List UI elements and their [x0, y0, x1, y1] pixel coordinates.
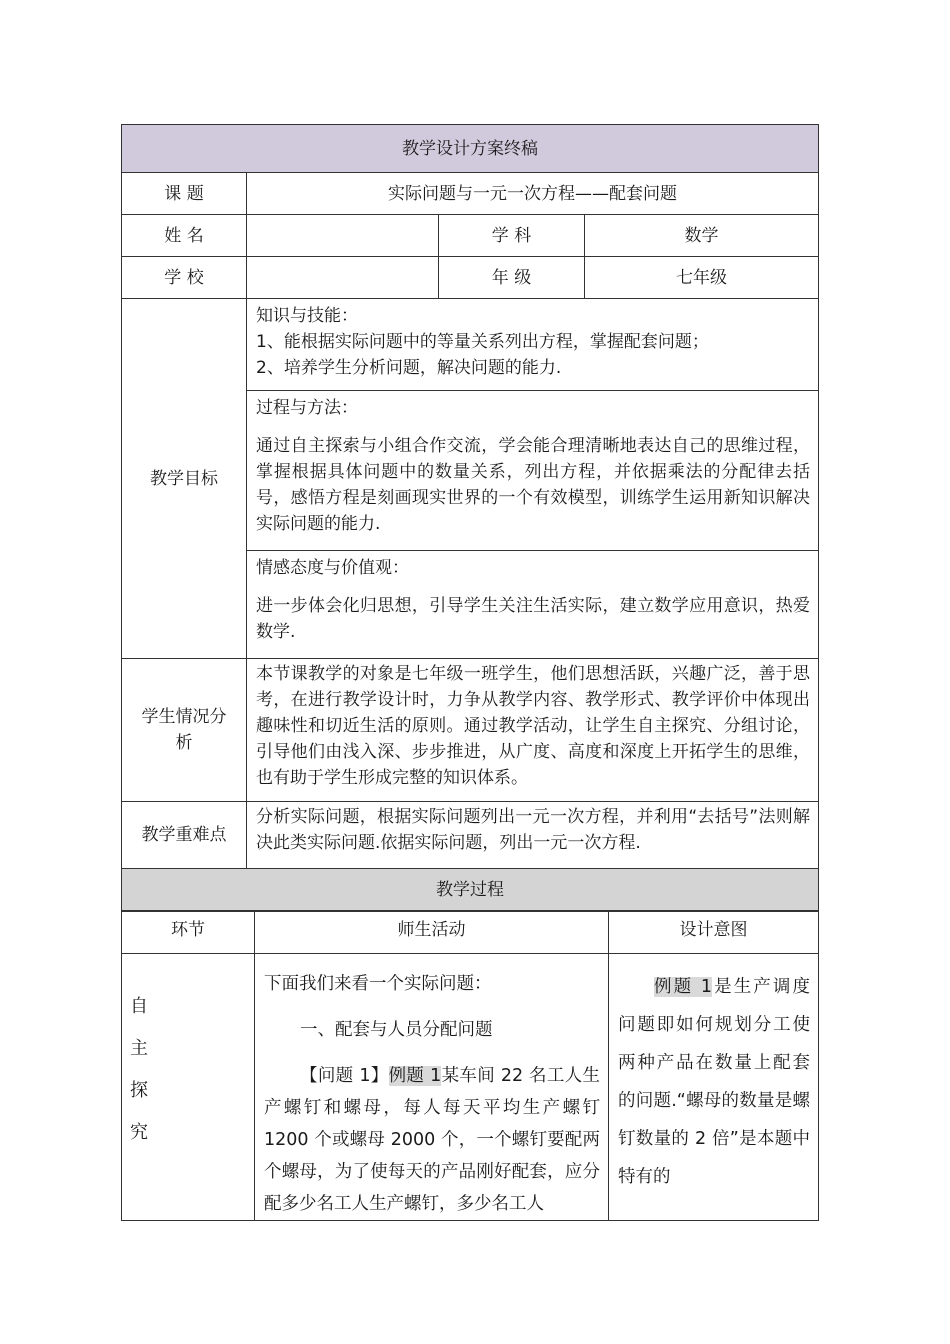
- stage-cell: [122, 954, 255, 1221]
- grade-value: 七年级: [585, 257, 819, 299]
- design-example-tag: 例题 1: [654, 977, 712, 997]
- intent-cell: [609, 954, 819, 1221]
- knowledge-item-2: 2、培养学生分析问题，解决问题的能力.: [256, 358, 562, 378]
- grade-label: 年 级: [439, 257, 585, 299]
- school-value[interactable]: [247, 257, 439, 299]
- activity-cell: [255, 954, 609, 1221]
- stage-char: 究: [130, 1122, 148, 1143]
- name-value[interactable]: [247, 215, 439, 257]
- intro-text: 下面我们来看一个实际问题：: [264, 974, 492, 994]
- col-header-activity: 师生活动: [255, 911, 609, 954]
- process-section-title: 教学过程: [122, 869, 819, 912]
- problem-text: 【问题 1】例题 1某车间 22 名工人生产螺钉和螺母，每人每天平均生产螺钉 1200 个或螺母 2000 个，一个螺钉要配两个螺母，为了使每天的产品刚好配套，应分配多少名工人生产螺钉，多少名工人: [264, 1066, 600, 1214]
- section-heading: 一、配套与人员分配问题: [300, 1020, 493, 1040]
- student-analysis-text: 本节课教学的对象是七年级一班学生，他们思想活跃，兴趣广泛，善于思考，在进行教学设计时，力争从教学内容、教学形式、教学评价中体现出趣味性和切近生活的原则。通过教学活动，让学生自主探究、分组讨论，引导他们由浅入深、步步推进，从广度、高度和深度上开拓学生的思维，也有助于学生形成完整的知识体系。: [247, 659, 819, 802]
- topic-label: 课 题: [122, 173, 247, 215]
- lesson-plan-table: [121, 124, 819, 912]
- objectives-label: 教学目标: [122, 299, 247, 659]
- design-text: 是生产调度问题即如何规划分工使两种产品在数量上配套的问题.“螺母的数量是螺钉数量的 2 倍”是本题中特有的: [618, 977, 810, 1187]
- subject-label: 学 科: [439, 215, 585, 257]
- document-title: 教学设计方案终稿: [122, 125, 819, 173]
- name-label: 姓 名: [122, 215, 247, 257]
- emotion-values-cell: [247, 551, 819, 659]
- knowledge-skills-cell: [247, 299, 819, 391]
- keypoints-label: 教学重难点: [122, 802, 247, 869]
- process-text: 通过自主探索与小组合作交流，学会能合理清晰地表达自己的思维过程，掌握根据具体问题中的数量关系，列出方程，并依据乘法的分配律去括号，感悟方程是刻画现实世界的一个有效模型，训练学生运用新知识解决实际问题的能力.: [256, 436, 810, 534]
- emotion-title: 情感态度与价值观：: [256, 558, 409, 578]
- subject-value: 数学: [585, 215, 819, 257]
- stage-char: 自: [130, 996, 148, 1017]
- stage-char: 主: [130, 1038, 148, 1059]
- student-analysis-label: 学生情况分 析: [122, 659, 247, 802]
- process-title: 过程与方法：: [256, 398, 358, 418]
- example-tag: 例题 1: [388, 1066, 442, 1086]
- process-methods-cell: [247, 391, 819, 551]
- stage-char: 探: [130, 1080, 148, 1101]
- col-header-intent: 设计意图: [609, 911, 819, 954]
- topic-value: 实际问题与一元一次方程——配套问题: [247, 173, 819, 215]
- emotion-text: 进一步体会化归思想，引导学生关注生活实际，建立数学应用意识，热爱数学.: [256, 596, 810, 642]
- col-header-stage: 环节: [122, 911, 255, 954]
- process-table: [121, 910, 819, 1221]
- keypoints-text: 分析实际问题，根据实际问题列出一元一次方程，并利用“去括号”法则解决此类实际问题.依据实际问题，列出一元一次方程.: [247, 802, 819, 869]
- knowledge-item-1: 1、能根据实际问题中的等量关系列出方程，掌握配套问题；: [256, 332, 709, 352]
- school-label: 学 校: [122, 257, 247, 299]
- knowledge-title: 知识与技能：: [256, 306, 358, 326]
